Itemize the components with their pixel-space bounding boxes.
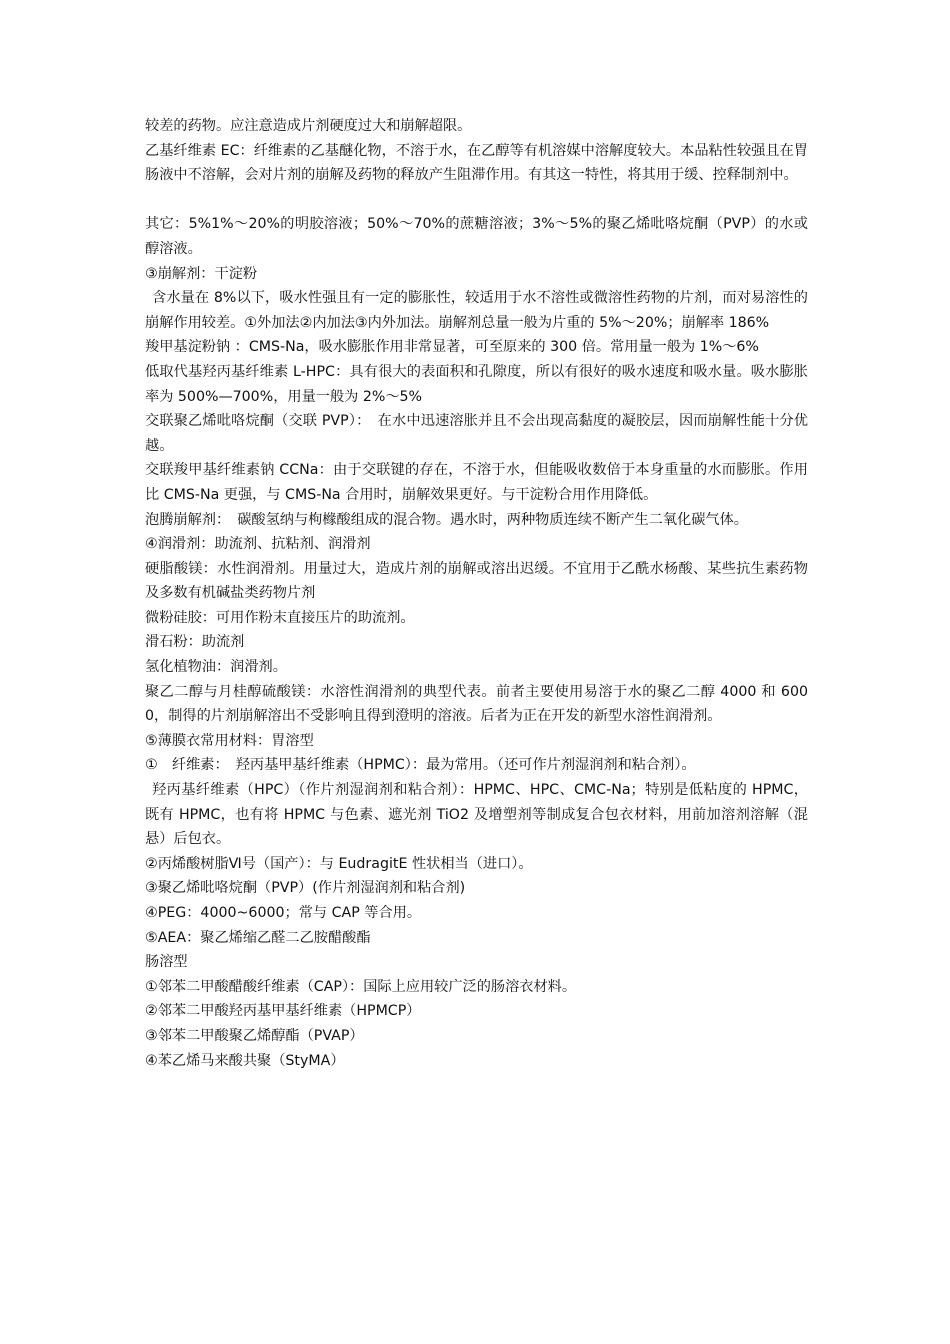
paragraph-other-binders: 其它：5%1%～20%的明胶溶液；50%～70%的蔗糖溶液；3%～5%的聚乙烯吡咯烷酮（PVP）的水或醇溶液。	[145, 216, 808, 257]
paragraph-styma: ④苯乙烯马来酸共聚（StyMA）	[145, 1052, 345, 1069]
heading-film-coating: ⑤薄膜衣常用材料：胃溶型	[145, 732, 314, 749]
paragraph-ccna: 交联羧甲基纤维素钠 CCNa：由于交联键的存在，不溶于水，但能吸收数倍于本身重量的水而膨胀。作用比 CMS-Na 更强，与 CMS-Na 合用时，崩解效果更好。与干淀粉合用作用降低。	[145, 462, 808, 503]
paragraph-cellulose-hpmc: ① 纤维素： 羟丙基甲基纤维素（HPMC）：最为常用。（还可作片剂湿润剂和粘合剂）。	[145, 757, 696, 774]
blank-line	[145, 188, 808, 213]
paragraph-hpmcp: ②邻苯二甲酸羟丙基甲基纤维素（HPMCP）	[145, 1003, 421, 1020]
paragraph-hydrogenated-oil: 氢化植物油：润滑剂。	[145, 659, 287, 676]
paragraph-l-hpc: 低取代基羟丙基纤维素 L-HPC：具有很大的表面积和孔隙度，所以有很好的吸水速度和吸水量。吸水膨胀率为 500%—700%，用量一般为 2%～5%	[145, 363, 808, 405]
paragraph-effervescent: 泡腾崩解剂： 碳酸氢纳与枸橼酸组成的混合物。遇水时，两种物质连续不断产生二氧化碳气体。	[145, 511, 748, 528]
heading-disintegrants: ③崩解剂：干淀粉	[145, 265, 258, 282]
paragraph-aea: ⑤AEA：聚乙烯缩乙醛二乙胺醋酸酯	[145, 929, 371, 946]
paragraph-crosslinked-pvp: 交联聚乙烯吡咯烷酮（交联 PVP）： 在水中迅速溶胀并且不会出现高黏度的凝胶层，因而崩解性能十分优越。	[145, 413, 808, 454]
heading-lubricants: ④润滑剂：助流剂、抗粘剂、润滑剂	[145, 536, 371, 553]
paragraph-cap: ①邻苯二甲酸醋酸纤维素（CAP）：国际上应用较广泛的肠溶衣材料。	[145, 978, 577, 995]
paragraph-pvp: ③聚乙烯吡咯烷酮（PVP）(作片剂湿润剂和粘合剂)	[145, 880, 466, 897]
paragraph-pvap: ③邻苯二甲酸聚乙烯醇酯（PVAP）	[145, 1027, 364, 1044]
paragraph-text: 较差的药物。应注意造成片剂硬度过大和崩解超限。	[145, 118, 472, 134]
paragraph-peg: ④PEG：4000~6000；常与 CAP 等合用。	[145, 905, 422, 921]
paragraph-talc: 滑石粉：助流剂	[145, 634, 245, 651]
paragraph-peg-lauryl: 聚乙二醇与月桂醇硫酸镁：水溶性润滑剂的典型代表。前者主要使用易溶于水的聚乙二醇 4000 和 6000，制得的片剂崩解溶出不受影响且得到澄明的溶液。后者为正在开发的新型水溶性润滑剂。	[145, 683, 808, 725]
paragraph-ethylcellulose: 乙基纤维素 EC：纤维素的乙基醚化物，不溶于水，在乙醇等有机溶媒中溶解度较大。本品粘性较强且在胃肠液中不溶解，会对片剂的崩解及药物的释放产生阻滞作用。有其这一特性，将其用于缓、控释制剂中。	[145, 142, 808, 184]
heading-enteric: 肠溶型	[145, 954, 188, 971]
paragraph-silica: 微粉硅胶：可用作粉末直接压片的助流剂。	[145, 609, 415, 626]
paragraph-acrylic-resin: ②丙烯酸树脂Ⅵ号（国产）：与 EudragitE 性状相当（进口）。	[145, 855, 533, 872]
paragraph-magnesium-stearate: 硬脂酸镁：水性润滑剂。用量过大，造成片剂的崩解或溶出迟缓。不宜用于乙酰水杨酸、某些抗生素药物及多数有机碱盐类药物片剂	[145, 560, 808, 602]
paragraph-hpc: 羟丙基纤维素（HPC）（作片剂湿润剂和粘合剂）：HPMC、HPC、CMC-Na；特别是低粘度的 HPMC，既有 HPMC，也有将 HPMC 与色素、遮光剂 TiO2 及增塑剂等制成复合包衣材料，用前加溶剂溶解（混悬）后包衣。	[145, 782, 808, 848]
document-body	[145, 114, 808, 1073]
paragraph-cms-na: 羧甲基淀粉钠 ：CMS-Na，吸水膨胀作用非常显著，可至原来的 300 倍。常用量一般为 1%～6%	[145, 339, 759, 356]
paragraph-dry-starch: 含水量在 8%以下，吸水性强且有一定的膨胀性，较适用于水不溶性或微溶性药物的片剂，而对易溶性的崩解作用较差。①外加法②内加法③内外加法。崩解剂总量一般为片重的 5%～20%；崩解率 186%	[145, 290, 808, 331]
